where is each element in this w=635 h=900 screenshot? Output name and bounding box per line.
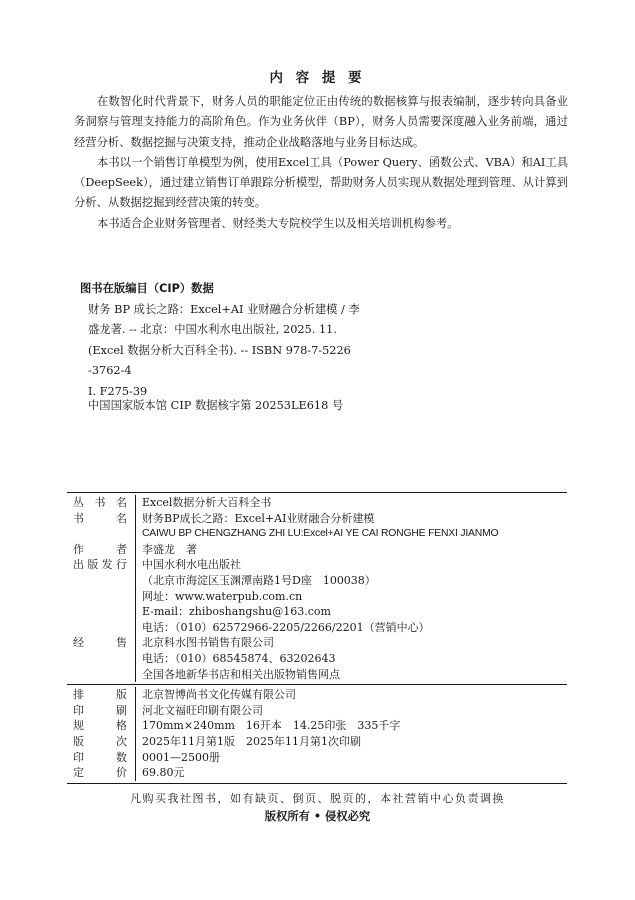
info-label: [67, 604, 135, 620]
distributor-phone: 电话：（010）68545874、63202643: [142, 651, 336, 665]
content-summary-title: 内 容 提 要: [269, 70, 366, 86]
info-label: [67, 667, 135, 683]
info-values: [142, 687, 567, 781]
info-label: [67, 620, 135, 636]
info-label: 规格: [73, 719, 127, 733]
publication-info-table: [67, 492, 567, 784]
info-label: 排版: [73, 688, 127, 702]
cip-record: [88, 300, 360, 402]
cip-line: 财务 BP 成长之路：Excel+AI 业财融合分析建模 / 李: [88, 303, 360, 316]
cip-number: 中国国家版本馆 CIP 数据核字第 20253LE618 号: [88, 399, 344, 412]
info-group-printing: [67, 684, 567, 783]
publisher-phone: 电话：（010）62572966-2205/2266/2201（营销中心）: [142, 620, 430, 634]
info-label: 作者: [73, 542, 127, 556]
distributor-network: 全国各地新华书店和相关出版物销售网点: [142, 667, 340, 681]
info-label: 定价: [73, 766, 127, 780]
info-group-publishing: [67, 493, 567, 684]
info-label: [67, 526, 135, 542]
info-label: 印数: [73, 750, 127, 764]
series-name-value: Excel数据分析大百科全书: [142, 496, 272, 509]
typesetter-value: 北京智博尚书文化传媒有限公司: [142, 688, 296, 702]
publisher-value: 中国水利水电出版社: [142, 558, 241, 572]
book-title-pinyin: CAIWU BP CHENGZHANG ZHI LU:Excel+AI YE CAI RONGHE FENXI JIANMO: [142, 528, 499, 540]
cip-line: (Excel 数据分析大百科全书). -- ISBN 978-7-5226: [88, 343, 351, 357]
printer-value: 河北文福旺印刷有限公司: [142, 703, 263, 717]
cip-line: Ⅰ. F275-39: [88, 384, 148, 398]
info-labels: [67, 687, 136, 781]
content-summary: [74, 92, 568, 234]
info-label: 版次: [73, 734, 127, 748]
info-label: 印刷: [73, 703, 127, 717]
cip-line: 盛龙著. -- 北京：中国水利水电出版社, 2025. 11.: [88, 323, 337, 337]
info-label: 出版发行: [73, 558, 127, 572]
info-label: 经售: [73, 636, 127, 650]
summary-paragraph: 在数智化时代背景下，财务人员的职能定位正由传统的数据核算与报表编制，逐步转向具备业务洞察与管理支持能力的高阶角色。作为业务伙伴（BP），财务人员需要深度融入业务前端，通过经营分析、数据挖掘与决策支持，推动企业战略落地与业务目标达成。: [74, 95, 568, 149]
copyright-notice: 版权所有 • 侵权必究: [264, 810, 371, 823]
distributor-value: 北京科水图书销售有限公司: [142, 636, 274, 650]
print-run-value: 0001—2500册: [142, 750, 220, 764]
publisher-website: 网址：www.waterpub.com.cn: [142, 589, 303, 603]
book-title-value: 财务BP成长之路：Excel+AI业财融合分析建模: [142, 511, 375, 525]
info-label: [67, 573, 135, 589]
summary-paragraph: 本书适合企业财务管理者、财经类大专院校学生以及相关培训机构参考。: [97, 216, 459, 230]
info-label: [67, 589, 135, 605]
info-labels: [67, 495, 136, 682]
author-value: 李盛龙 著: [142, 542, 197, 556]
info-label: 丛书名: [73, 496, 127, 509]
edition-value: 2025年11月第1版 2025年11月第1次印刷: [142, 734, 361, 748]
publisher-email: E-mail：zhiboshangshu@163.com: [142, 605, 331, 619]
info-values: [142, 495, 567, 682]
format-value: 170mm×240mm 16开本 14.25印张 335千字: [142, 719, 401, 733]
publisher-address: （北京市海淀区玉渊潭南路1号D座 100038）: [142, 573, 376, 587]
price-value: 69.80元: [142, 766, 185, 780]
info-label: 书名: [73, 511, 127, 525]
cip-heading: 图书在版编目（CIP）数据: [80, 282, 214, 295]
cip-line: -3762-4: [88, 364, 132, 378]
summary-paragraph: 本书以一个销售订单模型为例，使用Excel工具（Power Query、函数公式、VBA）和AI工具（DeepSeek），通过建立销售订单跟踪分析模型，帮助财务人员实现从数据处理到管理、从计算到分析、从数据挖掘到经营决策的转变。: [74, 155, 568, 210]
info-label: [67, 651, 135, 667]
replacement-notice: 凡购买我社图书，如有缺页、倒页、脱页的，本社营销中心负责调换: [130, 792, 505, 805]
